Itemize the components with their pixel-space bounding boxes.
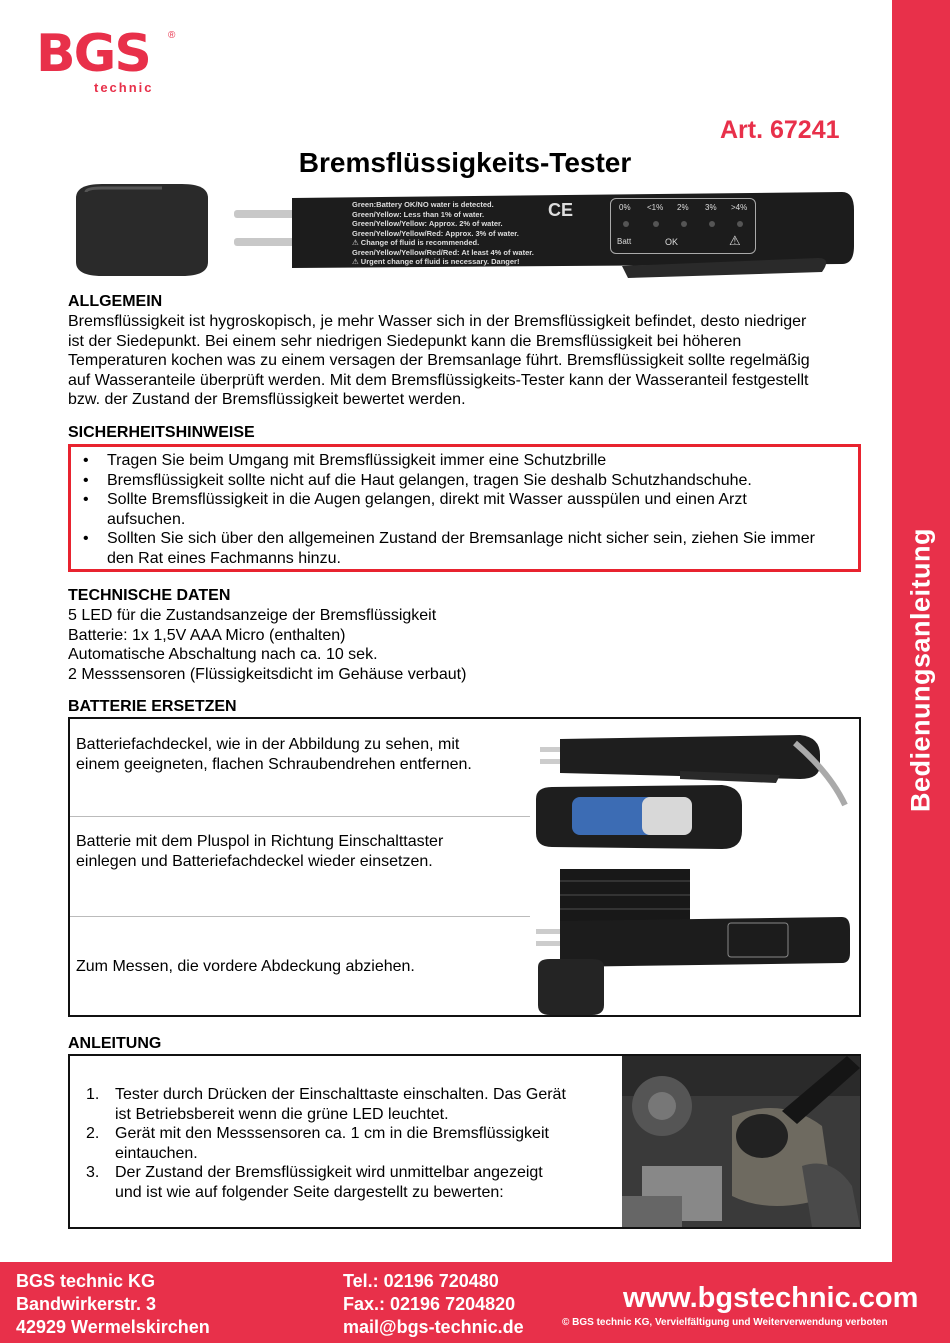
device-line: Green/Yellow/Yellow: Approx. 2% of water. xyxy=(352,219,503,228)
brand-logo xyxy=(36,24,186,98)
ce-mark: CE xyxy=(548,200,574,220)
battery-image-insert xyxy=(532,783,782,933)
instruction-step: 2. Gerät mit den Messsensoren ca. 1 cm in die Bremsflüssigkeit eintauchen. xyxy=(86,1125,549,1162)
section-heading-batterie: BATTERIE ERSETZEN xyxy=(68,698,237,715)
battery-step: Batteriefachdeckel, wie in der Abbildung zu sehen, mit einem geeigneten, flachen Schraubendrehen entfernen. xyxy=(76,736,472,773)
instruction-step: 3. Der Zustand der Bremsflüssigkeit wird unmittelbar angezeigt und ist wie auf folgender Seite dargestellt zu bewerten: xyxy=(86,1164,543,1201)
section-heading-allgemein: ALLGEMEIN xyxy=(68,293,163,310)
safety-box xyxy=(68,444,861,572)
footer-mail[interactable]: mail@bgs-technic.de xyxy=(343,1317,524,1337)
battery-box xyxy=(68,717,861,1017)
footer-company: BGS technic KG xyxy=(16,1271,156,1291)
tech-data-text xyxy=(68,606,868,684)
safety-item: • Sollten Sie sich über den allgemeinen Zustand der Bremsanlage nicht sicher sein, ziehen Sie immer den Rat eines Fachmanns hinzu. xyxy=(79,529,850,568)
battery-step: Batterie mit dem Pluspol in Richtung Einschalttaster einlegen und Batteriefachdeckel wieder einsetzen. xyxy=(76,833,444,870)
safety-list xyxy=(71,447,858,569)
text-line: Batterie: 1x 1,5V AAA Micro (enthalten) xyxy=(68,626,346,644)
page-title: Bremsflüssigkeits-Tester xyxy=(298,147,632,178)
text-line: bzw. der Zustand der Bremsflüssigkeit bewertet werden. xyxy=(68,391,466,409)
probe-bottom xyxy=(234,238,298,246)
ok-label: OK xyxy=(665,237,679,247)
footer xyxy=(0,1262,950,1343)
text-line: ist der Siedepunkt. Bei einem sehr niedrigen Siedepunkt kann die Bremsflüssigkeit bei höheren xyxy=(68,332,742,350)
cap-shape xyxy=(76,184,208,276)
led-dot xyxy=(709,221,715,227)
section-heading-sicherheit: SICHERHEITSHINWEISE xyxy=(68,424,255,441)
warning-icon: ⚠ xyxy=(729,233,741,248)
sidebar-label: Bedienungsanleitung xyxy=(905,527,936,813)
footer-street: Bandwirkerstr. 3 xyxy=(16,1294,157,1314)
footer-website[interactable]: www.bgstechnic.com xyxy=(623,1282,919,1314)
safety-item: • Sollte Bremsflüssigkeit in die Augen gelangen, direkt mit Wasser ausspülen und einen Arzt aufsuchen. xyxy=(79,490,850,529)
led-dot xyxy=(737,221,743,227)
text-line: Bremsflüssigkeit ist hygroskopisch, je mehr Wasser sich in der Bremsflüssigkeit befindet, desto niedriger xyxy=(68,313,807,330)
engine-bay-photo xyxy=(622,1056,860,1227)
section-heading-anleitung: ANLEITUNG xyxy=(68,1035,162,1052)
instruction-list xyxy=(70,1085,610,1203)
led-label: >4% xyxy=(731,203,748,212)
product-image xyxy=(62,180,862,290)
text-line: Temperaturen kochen was zu einem versagen der Bremsanlage führt. Bremsflüssigkeit sollte regelmäßig xyxy=(68,352,810,370)
allgemein-text xyxy=(68,312,868,410)
text-line: 2 Messsensoren (Flüssigkeitsdicht im Gehäuse verbaut) xyxy=(68,665,467,683)
led-dot xyxy=(653,221,659,227)
footer-tel: Tel.: 02196 720480 xyxy=(343,1271,499,1291)
text-line: 5 LED für die Zustandsanzeige der Bremsflüssigkeit xyxy=(68,607,437,624)
device-line: Green:Battery OK/NO water is detected. xyxy=(352,200,494,209)
led-panel xyxy=(610,198,756,254)
device-line: ⚠ Urgent change of fluid is necessary. Danger! xyxy=(352,257,520,266)
logo-registered: ® xyxy=(168,30,176,41)
batt-label: Batt xyxy=(617,237,632,246)
instruction-box xyxy=(68,1054,861,1229)
logo-sub: technic xyxy=(94,80,154,95)
safety-item: • Bremsflüssigkeit sollte nicht auf die Haut gelangen, tragen Sie deshalb Schutzhandschuhe. xyxy=(79,471,850,491)
footer-copyright: © BGS technic KG, Vervielfältigung und Weiterverwendung verboten xyxy=(562,1317,888,1328)
device-line: Green/Yellow/Yellow/Red: Approx. 3% of water. xyxy=(352,228,519,238)
led-dot xyxy=(681,221,687,227)
device-line: Green/Yellow/Yellow/Red/Red: At least 4% of water. xyxy=(352,247,534,257)
device-line: ⚠ Change of fluid is recommended. xyxy=(352,238,480,247)
led-label: 2% xyxy=(677,203,689,212)
device-line: Green/Yellow: Less than 1% of water. xyxy=(352,209,485,219)
side-banner-text xyxy=(892,0,950,1262)
text-line: Automatische Abschaltung nach ca. 10 sek. xyxy=(68,646,378,664)
footer-fax: Fax.: 02196 7204820 xyxy=(343,1294,516,1314)
section-heading-technische-daten: TECHNISCHE DATEN xyxy=(68,587,231,604)
led-dot xyxy=(623,221,629,227)
text-line: auf Wasseranteile überprüft werden. Mit dem Bremsflüssigkeits-Tester kann der Wasseranteil festgestellt xyxy=(68,371,809,389)
battery-step: Zum Messen, die vordere Abdeckung abziehen. xyxy=(76,958,415,975)
battery-image-remove-cap xyxy=(532,915,862,1017)
led-label: 0% xyxy=(619,203,631,212)
article-number: Art. 67241 xyxy=(720,116,840,144)
footer-city: 42929 Wermelskirchen xyxy=(16,1317,210,1337)
probe-top xyxy=(234,210,298,218)
instruction-step: 1. Tester durch Drücken der Einschalttaste einschalten. Das Gerät ist Betriebsbereit wenn die grüne LED leuchtet. xyxy=(86,1086,566,1123)
logo-name: BGS xyxy=(36,24,150,84)
led-label: 3% xyxy=(705,203,717,212)
safety-item: • Tragen Sie beim Umgang mit Bremsflüssigkeit immer eine Schutzbrille xyxy=(79,451,850,471)
led-label: <1% xyxy=(647,203,664,212)
